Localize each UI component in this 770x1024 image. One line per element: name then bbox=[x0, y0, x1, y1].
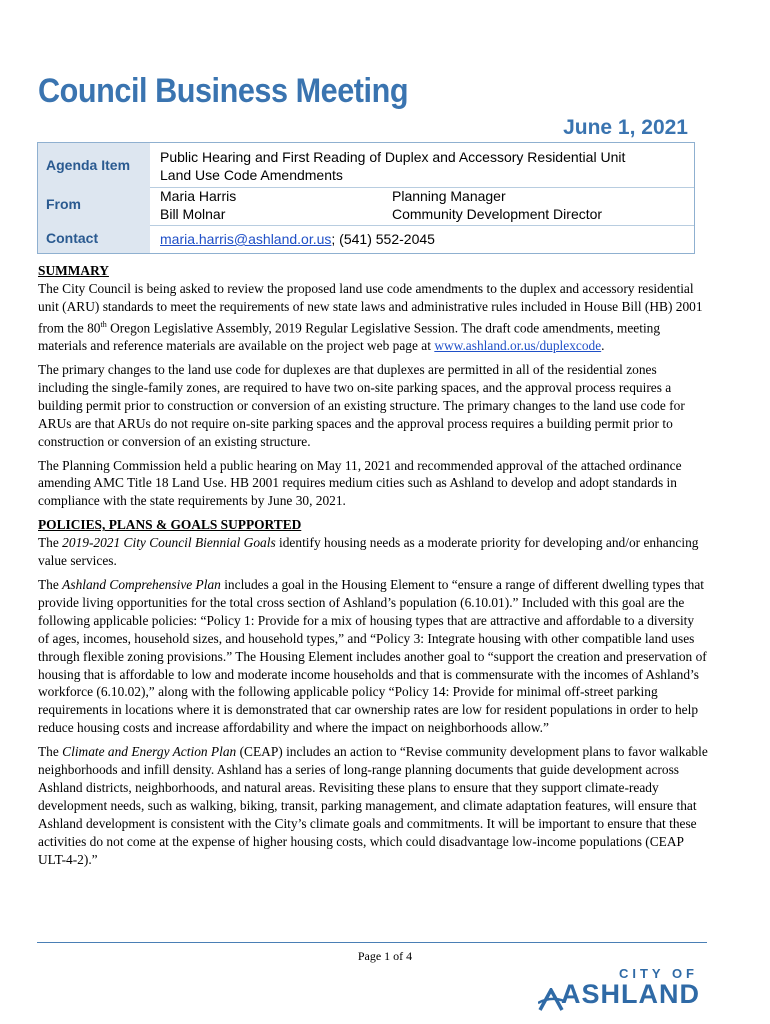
city-logo bbox=[536, 966, 706, 1014]
contact-label: Contact bbox=[46, 230, 99, 246]
agenda-item-label: Agenda Item bbox=[46, 157, 131, 173]
policies-paragraph-3 bbox=[38, 743, 708, 868]
from-title-1: Planning Manager bbox=[392, 188, 506, 204]
contact-phone: ; (541) 552-2045 bbox=[331, 231, 435, 247]
policies-paragraph-1 bbox=[38, 534, 708, 570]
ordinal-suffix: th bbox=[100, 319, 107, 329]
comprehensive-plan-title: Ashland Comprehensive Plan bbox=[62, 576, 221, 592]
project-web-link[interactable]: www.ashland.or.us/duplexcode bbox=[434, 338, 602, 354]
logo-city-of: CITY OF bbox=[618, 966, 698, 981]
page-number: Page 1 of 4 bbox=[357, 949, 413, 963]
from-name-2: Bill Molnar bbox=[160, 206, 226, 222]
agenda-item-line2: Land Use Code Amendments bbox=[160, 167, 343, 183]
ceap-title: Climate and Energy Action Plan bbox=[62, 744, 237, 760]
summary-paragraph-3: The Planning Commission held a public hearing on May 11, 2021 and recommended approval of the attached ordinance amending AMC Title 18 Land Use. HB 2001 requires medium cities such as Ashland to develop and adopt standards in compliance with the state requirements by June 30, 2021. bbox=[38, 457, 682, 509]
summary-paragraph-1 bbox=[38, 280, 708, 355]
policies-p3-text-2: (CEAP) includes an action to “Revise community development plans to favor walkable neighborhoods and infill density. Ashland has a series of long-range planning documents that guide development across Ashland districts, neighborhoods, and natural areas. Revisiting these plans to ensure that they support climate-ready development needs, such as walking, biking, transit, parking management, and climate adaptation features, will ensure that Ashland development is consistent with the City’s climate goals and commitments. It will be important to ensure that these activities do not come at the expense of higher housing costs, which could disadvantage low-income populations (CEAP ULT-4-2).” bbox=[38, 744, 708, 867]
from-name-1: Maria Harris bbox=[160, 188, 237, 204]
from-title-2: Community Development Director bbox=[392, 206, 603, 222]
policies-p2-text-2: includes a goal in the Housing Element to “ensure a range of different dwelling types that provide living opportunities for the total cross section of Ashland’s population (6.10.01).” Included with this goal are the following applicable policies: “Policy 1: Provide for a mix of housing types that are attractive and affordable to a diversity of ages, incomes, household sizes, and household types,” and “Policy 3: Integrate housing with other compatible land uses through flexible zoning provisions.” The Housing Element includes another goal to “support the creation and preservation of housing that is affordable to low and moderate income households and that is commensurate with the incomes of Ashland’s workforce (6.10.02),” along with the following applicable policy “Policy 14: Provide for minimal off-street parking requirements in locations where it is demonstrated that car ownership rates are low for resident populations in order to help reduce housing costs and increase affordability and where the impact on neighborhoods allow.” bbox=[38, 576, 707, 736]
policies-p2-text: The bbox=[38, 576, 63, 592]
policies-paragraph-2 bbox=[38, 576, 708, 737]
summary-p1-text: The City Council is being asked to review the proposed land use code amendments to the duplex and accessory residential unit (ARU) standards to meet the requirements of new state laws and administrative rules included in House Bill (HB) 2001 from the 80 bbox=[38, 280, 703, 336]
policies-heading: POLICIES, PLANS & GOALS SUPPORTED bbox=[38, 517, 302, 533]
policies-p3-text: The bbox=[38, 744, 63, 760]
footer-rule bbox=[37, 942, 707, 943]
contact-value bbox=[160, 230, 435, 248]
contact-email-link[interactable]: maria.harris@ashland.or.us bbox=[160, 231, 332, 247]
summary-p1-text-2: Oregon Legislative Assembly, 2019 Regular Legislative Session. The draft code amendments, meeting materials and reference materials are available on the project web page at bbox=[38, 320, 661, 354]
page-title: Council Business Meeting bbox=[38, 72, 409, 110]
council-goals-title: 2019-2021 City Council Biennial Goals bbox=[62, 535, 276, 551]
from-label: From bbox=[46, 196, 81, 212]
logo-ashland: ASHLAND bbox=[561, 979, 700, 1009]
info-table bbox=[37, 142, 695, 254]
summary-heading: SUMMARY bbox=[38, 263, 109, 278]
summary-p1-end: . bbox=[601, 338, 605, 354]
policies-p1-text-2: identify housing needs as a moderate priority for developing and/or enhancing value services. bbox=[38, 535, 699, 569]
agenda-item-line1: Public Hearing and First Reading of Duplex and Accessory Residential Unit bbox=[160, 149, 626, 165]
summary-paragraph-2: The primary changes to the land use code for duplexes are that duplexes are permitted in all of the residential zones including the single-family zones, are required to have two on-site parking spaces, and the approval process requires a building permit prior to construction or conversion of an existing structure. The primary changes to the land use code for ARUs are that ARUs do not require on-site parking spaces and the approval process requires a building permit prior to construction or conversion of an existing structure. bbox=[38, 362, 685, 449]
meeting-date: June 1, 2021 bbox=[563, 116, 688, 139]
policies-p1-text: The bbox=[38, 535, 63, 551]
document-body bbox=[38, 262, 708, 874]
row-divider bbox=[150, 225, 694, 226]
